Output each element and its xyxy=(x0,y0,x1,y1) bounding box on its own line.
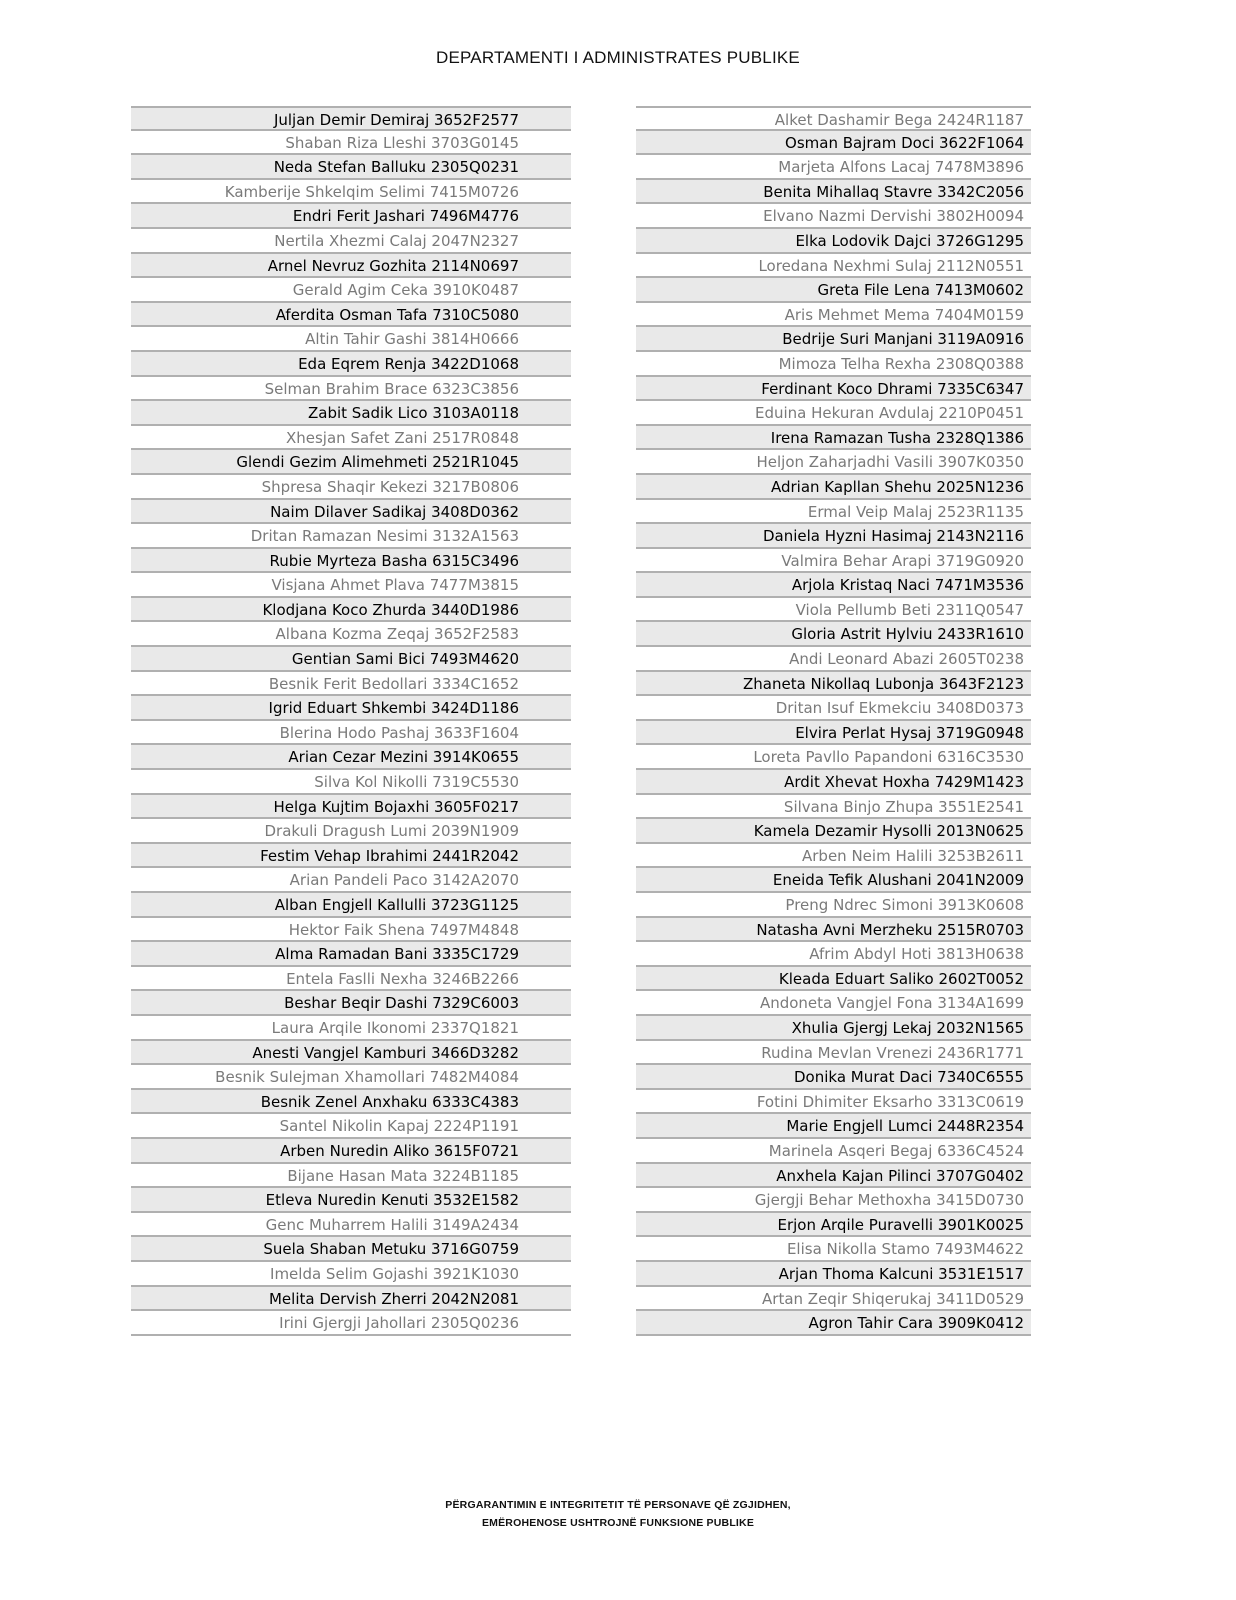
list-item: Arian Cezar Mezini 3914K0655 xyxy=(131,745,571,770)
list-item: Silvana Binjo Zhupa 3551E2541 xyxy=(636,795,1031,820)
list-item: Albana Kozma Zeqaj 3652F2583 xyxy=(131,622,571,647)
list-item: Alban Engjell Kallulli 3723G1125 xyxy=(131,893,571,918)
footer-line-2: EMËROHENOSE USHTROJNË FUNKSIONE PUBLIKE xyxy=(481,1517,755,1529)
list-item: Neda Stefan Balluku 2305Q0231 xyxy=(131,155,571,180)
list-item: Aferdita Osman Tafa 7310C5080 xyxy=(131,303,571,328)
list-item: Natasha Avni Merzheku 2515R0703 xyxy=(636,918,1031,943)
list-item: Artan Zeqir Shiqerukaj 3411D0529 xyxy=(636,1287,1031,1312)
list-item: Osman Bajram Doci 3622F1064 xyxy=(636,131,1031,156)
list-item: Juljan Demir Demiraj 3652F2577 xyxy=(131,106,571,131)
list-item: Suela Shaban Metuku 3716G0759 xyxy=(131,1237,571,1262)
list-item: Besnik Ferit Bedollari 3334C1652 xyxy=(131,672,571,697)
list-item: Preng Ndrec Simoni 3913K0608 xyxy=(636,893,1031,918)
list-item: Visjana Ahmet Plava 7477M3815 xyxy=(131,573,571,598)
footer-line-1: PËRGARANTIMIN E INTEGRITETIT TË PERSONAVE QË ZGJIDHEN, xyxy=(445,1499,791,1511)
list-item: Selman Brahim Brace 6323C3856 xyxy=(131,377,571,402)
list-item: Greta File Lena 7413M0602 xyxy=(636,278,1031,303)
list-item: Eda Eqrem Renja 3422D1068 xyxy=(131,352,571,377)
list-item: Zhaneta Nikollaq Lubonja 3643F2123 xyxy=(636,672,1031,697)
list-item: Ermal Veip Malaj 2523R1135 xyxy=(636,500,1031,525)
list-item: Erjon Arqile Puravelli 3901K0025 xyxy=(636,1213,1031,1238)
list-item: Arian Pandeli Paco 3142A2070 xyxy=(131,868,571,893)
list-item: Igrid Eduart Shkembi 3424D1186 xyxy=(131,696,571,721)
list-item: Aris Mehmet Mema 7404M0159 xyxy=(636,303,1031,328)
list-item: Bijane Hasan Mata 3224B1185 xyxy=(131,1164,571,1189)
list-item: Elisa Nikolla Stamo 7493M4622 xyxy=(636,1237,1031,1262)
list-item: Heljon Zaharjadhi Vasili 3907K0350 xyxy=(636,450,1031,475)
list-item: Adrian Kapllan Shehu 2025N1236 xyxy=(636,475,1031,500)
list-item: Alket Dashamir Bega 2424R1187 xyxy=(636,106,1031,131)
list-item: Anxhela Kajan Pilinci 3707G0402 xyxy=(636,1164,1031,1189)
list-item: Besnik Zenel Anxhaku 6333C4383 xyxy=(131,1090,571,1115)
list-item: Laura Arqile Ikonomi 2337Q1821 xyxy=(131,1016,571,1041)
list-item: Eneida Tefik Alushani 2041N2009 xyxy=(636,868,1031,893)
list-item: Besnik Sulejman Xhamollari 7482M4084 xyxy=(131,1065,571,1090)
list-item: Eduina Hekuran Avdulaj 2210P0451 xyxy=(636,401,1031,426)
list-item: Shaban Riza Lleshi 3703G0145 xyxy=(131,131,571,156)
list-item: Marjeta Alfons Lacaj 7478M3896 xyxy=(636,155,1031,180)
list-item: Arben Nuredin Aliko 3615F0721 xyxy=(131,1139,571,1164)
list-item: Ferdinant Koco Dhrami 7335C6347 xyxy=(636,377,1031,402)
list-item: Irini Gjergji Jahollari 2305Q0236 xyxy=(131,1311,571,1336)
list-item: Xhesjan Safet Zani 2517R0848 xyxy=(131,426,571,451)
list-item: Dritan Ramazan Nesimi 3132A1563 xyxy=(131,524,571,549)
list-item: Etleva Nuredin Kenuti 3532E1582 xyxy=(131,1188,571,1213)
list-item: Loreta Pavllo Papandoni 6316C3530 xyxy=(636,745,1031,770)
list-item: Gloria Astrit Hylviu 2433R1610 xyxy=(636,622,1031,647)
list-item: Helga Kujtim Bojaxhi 3605F0217 xyxy=(131,795,571,820)
list-item: Gjergji Behar Methoxha 3415D0730 xyxy=(636,1188,1031,1213)
page-title: DEPARTAMENTI I ADMINISTRATES PUBLIKE xyxy=(436,48,800,67)
list-item: Donika Murat Daci 7340C6555 xyxy=(636,1065,1031,1090)
list-item: Drakuli Dragush Lumi 2039N1909 xyxy=(131,819,571,844)
list-item: Hektor Faik Shena 7497M4848 xyxy=(131,918,571,943)
list-item: Mimoza Telha Rexha 2308Q0388 xyxy=(636,352,1031,377)
right-name-list xyxy=(636,106,1031,1336)
list-item: Loredana Nexhmi Sulaj 2112N0551 xyxy=(636,254,1031,279)
list-item: Marinela Asqeri Begaj 6336C4524 xyxy=(636,1139,1031,1164)
list-item: Bedrije Suri Manjani 3119A0916 xyxy=(636,327,1031,352)
list-item: Arben Neim Halili 3253B2611 xyxy=(636,844,1031,869)
list-item: Nertila Xhezmi Calaj 2047N2327 xyxy=(131,229,571,254)
list-item: Viola Pellumb Beti 2311Q0547 xyxy=(636,598,1031,623)
list-item: Dritan Isuf Ekmekciu 3408D0373 xyxy=(636,696,1031,721)
list-item: Irena Ramazan Tusha 2328Q1386 xyxy=(636,426,1031,451)
list-item: Glendi Gezim Alimehmeti 2521R1045 xyxy=(131,450,571,475)
list-item: Santel Nikolin Kapaj 2224P1191 xyxy=(131,1114,571,1139)
left-name-list xyxy=(131,106,571,1336)
list-item: Gentian Sami Bici 7493M4620 xyxy=(131,647,571,672)
list-item: Daniela Hyzni Hasimaj 2143N2116 xyxy=(636,524,1031,549)
list-item: Gerald Agim Ceka 3910K0487 xyxy=(131,278,571,303)
list-item: Elka Lodovik Dajci 3726G1295 xyxy=(636,229,1031,254)
list-item: Afrim Abdyl Hoti 3813H0638 xyxy=(636,942,1031,967)
list-item: Klodjana Koco Zhurda 3440D1986 xyxy=(131,598,571,623)
list-item: Fotini Dhimiter Eksarho 3313C0619 xyxy=(636,1090,1031,1115)
list-item: Blerina Hodo Pashaj 3633F1604 xyxy=(131,721,571,746)
list-item: Anesti Vangjel Kamburi 3466D3282 xyxy=(131,1041,571,1066)
list-item: Shpresa Shaqir Kekezi 3217B0806 xyxy=(131,475,571,500)
list-item: Festim Vehap Ibrahimi 2441R2042 xyxy=(131,844,571,869)
list-item: Elvano Nazmi Dervishi 3802H0094 xyxy=(636,204,1031,229)
list-item: Arjan Thoma Kalcuni 3531E1517 xyxy=(636,1262,1031,1287)
list-item: Imelda Selim Gojashi 3921K1030 xyxy=(131,1262,571,1287)
list-item: Altin Tahir Gashi 3814H0666 xyxy=(131,327,571,352)
list-item: Alma Ramadan Bani 3335C1729 xyxy=(131,942,571,967)
list-item: Ardit Xhevat Hoxha 7429M1423 xyxy=(636,770,1031,795)
list-item: Silva Kol Nikolli 7319C5530 xyxy=(131,770,571,795)
footer xyxy=(0,1496,1236,1532)
list-item: Arnel Nevruz Gozhita 2114N0697 xyxy=(131,254,571,279)
list-item: Marie Engjell Lumci 2448R2354 xyxy=(636,1114,1031,1139)
list-item: Andoneta Vangjel Fona 3134A1699 xyxy=(636,991,1031,1016)
list-item: Xhulia Gjergj Lekaj 2032N1565 xyxy=(636,1016,1031,1041)
list-item: Valmira Behar Arapi 3719G0920 xyxy=(636,549,1031,574)
list-item: Benita Mihallaq Stavre 3342C2056 xyxy=(636,180,1031,205)
list-item: Endri Ferit Jashari 7496M4776 xyxy=(131,204,571,229)
list-item: Entela Faslli Nexha 3246B2266 xyxy=(131,967,571,992)
list-item: Arjola Kristaq Naci 7471M3536 xyxy=(636,573,1031,598)
list-item: Andi Leonard Abazi 2605T0238 xyxy=(636,647,1031,672)
list-item: Agron Tahir Cara 3909K0412 xyxy=(636,1311,1031,1336)
list-item: Genc Muharrem Halili 3149A2434 xyxy=(131,1213,571,1238)
list-item: Rudina Mevlan Vrenezi 2436R1771 xyxy=(636,1041,1031,1066)
list-item: Naim Dilaver Sadikaj 3408D0362 xyxy=(131,500,571,525)
list-item: Kamberije Shkelqim Selimi 7415M0726 xyxy=(131,180,571,205)
list-item: Kamela Dezamir Hysolli 2013N0625 xyxy=(636,819,1031,844)
list-item: Elvira Perlat Hysaj 3719G0948 xyxy=(636,721,1031,746)
list-item: Melita Dervish Zherri 2042N2081 xyxy=(131,1287,571,1312)
list-item: Zabit Sadik Lico 3103A0118 xyxy=(131,401,571,426)
list-item: Beshar Beqir Dashi 7329C6003 xyxy=(131,991,571,1016)
list-item: Rubie Myrteza Basha 6315C3496 xyxy=(131,549,571,574)
list-item: Kleada Eduart Saliko 2602T0052 xyxy=(636,967,1031,992)
